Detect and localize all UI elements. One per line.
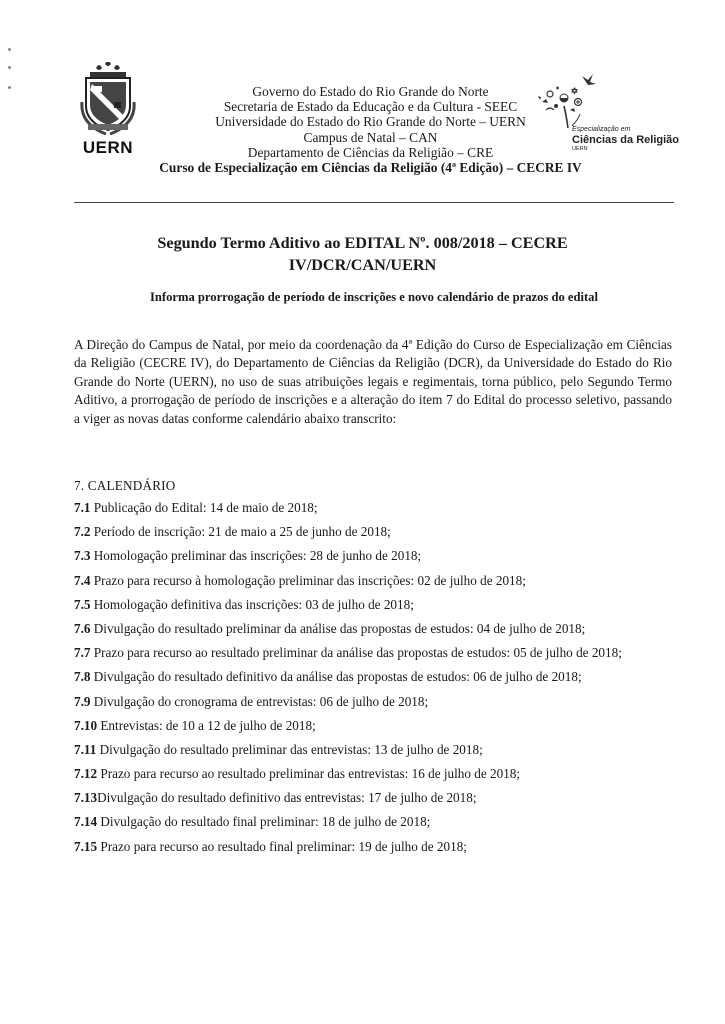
calendar-item-text: Prazo para recurso ao resultado preliminar das entrevistas: 16 de julho de 2018; [97, 766, 521, 782]
calendar-item-number: 7.5 [74, 596, 91, 612]
calendar-item [74, 596, 672, 613]
calendar-item-number: 7.13 [74, 790, 98, 806]
uern-crest-icon [76, 62, 140, 140]
calendar-item [74, 620, 672, 637]
calendar-item-text: Homologação definitiva das inscrições: 03 de julho de 2018; [90, 596, 414, 612]
calendar-item [74, 813, 672, 830]
section-heading-calendar: 7. CALENDÁRIO [74, 478, 176, 493]
header-line-department: Departamento de Ciências da Religião – CRE [247, 144, 494, 160]
document-title [100, 232, 625, 276]
intro-paragraph [74, 336, 672, 428]
calendar-item-text: Prazo para recurso ao resultado final preliminar: 19 de julho de 2018; [97, 838, 467, 854]
uern-logo [76, 62, 140, 158]
document-title-line2: IV/DCR/CAN/UERN [288, 256, 437, 274]
calendar-item [74, 717, 672, 734]
calendar-item-number: 7.2 [74, 524, 91, 540]
calendar-item-text: Divulgação do resultado preliminar da análise das propostas de estudos: 04 de julho de 2018; [90, 620, 586, 636]
calendar-item [74, 838, 672, 855]
cecre-logo-line2: Ciências da Religião [572, 134, 679, 146]
calendar-item-number: 7.10 [74, 717, 98, 733]
calendar-item-text: Prazo para recurso à homologação preliminar das inscrições: 02 de julho de 2018; [90, 572, 526, 588]
cecre-logo-line3: UERN [572, 146, 588, 152]
calendar-item-text: Período de inscrição: 21 de maio a 25 de junho de 2018; [90, 524, 391, 540]
cecre-logo-line1: Especialização em [572, 126, 631, 133]
header-line-secretariat: Secretaria de Estado da Educação e da Cultura - SEEC [223, 99, 518, 115]
header-line-government: Governo do Estado do Rio Grande do Norte [252, 84, 489, 99]
scan-mark [8, 48, 11, 51]
calendar-item-text: Divulgação do resultado definitivo da análise das propostas de estudos: 06 de julho de 2018; [90, 669, 582, 685]
intro-text: A Direção do Campus de Natal, por meio da coordenação da 4ª Edição do Curso de Especialização em Ciências da Religião (CECRE IV), do Departamento de Ciências da Religião (DCR), da Universidade do Estado do Rio Grande do Norte (UERN), no uso de suas atribuições legais e regimentais, torna público, pelo Segundo Termo Aditivo, a prorrogação de período de inscrições e a alteração do item 7 do Edital do processo seletivo, passando a viger as novas datas conforme calendário abaixo transcrito: [74, 337, 672, 426]
calendar-item-text: Divulgação do resultado definitivo das entrevistas: 17 de julho de 2018; [97, 790, 477, 806]
calendar-item [74, 547, 672, 564]
header-divider [74, 202, 674, 203]
uern-logo-label: UERN [82, 138, 134, 157]
calendar-item [74, 572, 672, 589]
calendar-item-text: Publicação do Edital: 14 de maio de 2018; [90, 500, 318, 515]
letterhead [0, 62, 725, 182]
calendar-item-text: Entrevistas: de 10 a 12 de julho de 2018; [97, 717, 316, 733]
calendar-item [74, 693, 672, 710]
calendar-item [74, 644, 672, 661]
calendar-item-number: 7.8 [74, 669, 91, 685]
header-line-university: Universidade do Estado do Rio Grande do Norte – UERN [215, 114, 526, 130]
calendar-item-text: Divulgação do cronograma de entrevistas: 06 de julho de 2018; [90, 693, 429, 709]
calendar-item [74, 765, 672, 782]
calendar-item [74, 741, 672, 758]
calendar-item-number: 7.15 [74, 838, 98, 854]
cecre-logo [520, 70, 679, 166]
calendar-item [74, 523, 672, 540]
calendar-item [74, 499, 672, 516]
calendar-item-number: 7.11 [74, 741, 97, 757]
calendar-item-number: 7.7 [74, 645, 91, 661]
header-line-campus: Campus de Natal – CAN [303, 129, 438, 145]
calendar-item-number: 7.1 [74, 500, 91, 515]
calendar-item-number: 7.4 [74, 572, 91, 588]
calendar-item-text: Divulgação do resultado preliminar das entrevistas: 13 de julho de 2018; [96, 741, 483, 757]
document-subtitle: Informa prorrogação de período de inscrições e novo calendário de prazos do edital [150, 290, 598, 304]
calendar-item [74, 789, 672, 806]
calendar-item-text: Divulgação do resultado final preliminar: 18 de julho de 2018; [97, 814, 431, 830]
calendar-item-number: 7.9 [74, 693, 91, 709]
calendar-item [74, 668, 672, 685]
header-line-course: Curso de Especialização em Ciências da Religião (4ª Edição) – CECRE IV [159, 160, 582, 176]
religion-symbols-tree-icon [520, 70, 670, 130]
cecre-logo-text [572, 126, 682, 152]
calendar-item-number: 7.14 [74, 814, 98, 830]
calendar-item-text: Homologação preliminar das inscrições: 28 de junho de 2018; [90, 548, 422, 564]
document-title-line1: Segundo Termo Aditivo ao EDITAL Nº. 008/2018 – CECRE [157, 234, 568, 252]
calendar-item-text: Prazo para recurso ao resultado preliminar da análise das propostas de estudos: 05 de julho de 2018; [90, 645, 622, 661]
calendar-item-number: 7.3 [74, 548, 91, 564]
calendar-list [74, 499, 672, 862]
calendar-item-number: 7.12 [74, 766, 98, 782]
calendar-item-number: 7.6 [74, 620, 91, 636]
